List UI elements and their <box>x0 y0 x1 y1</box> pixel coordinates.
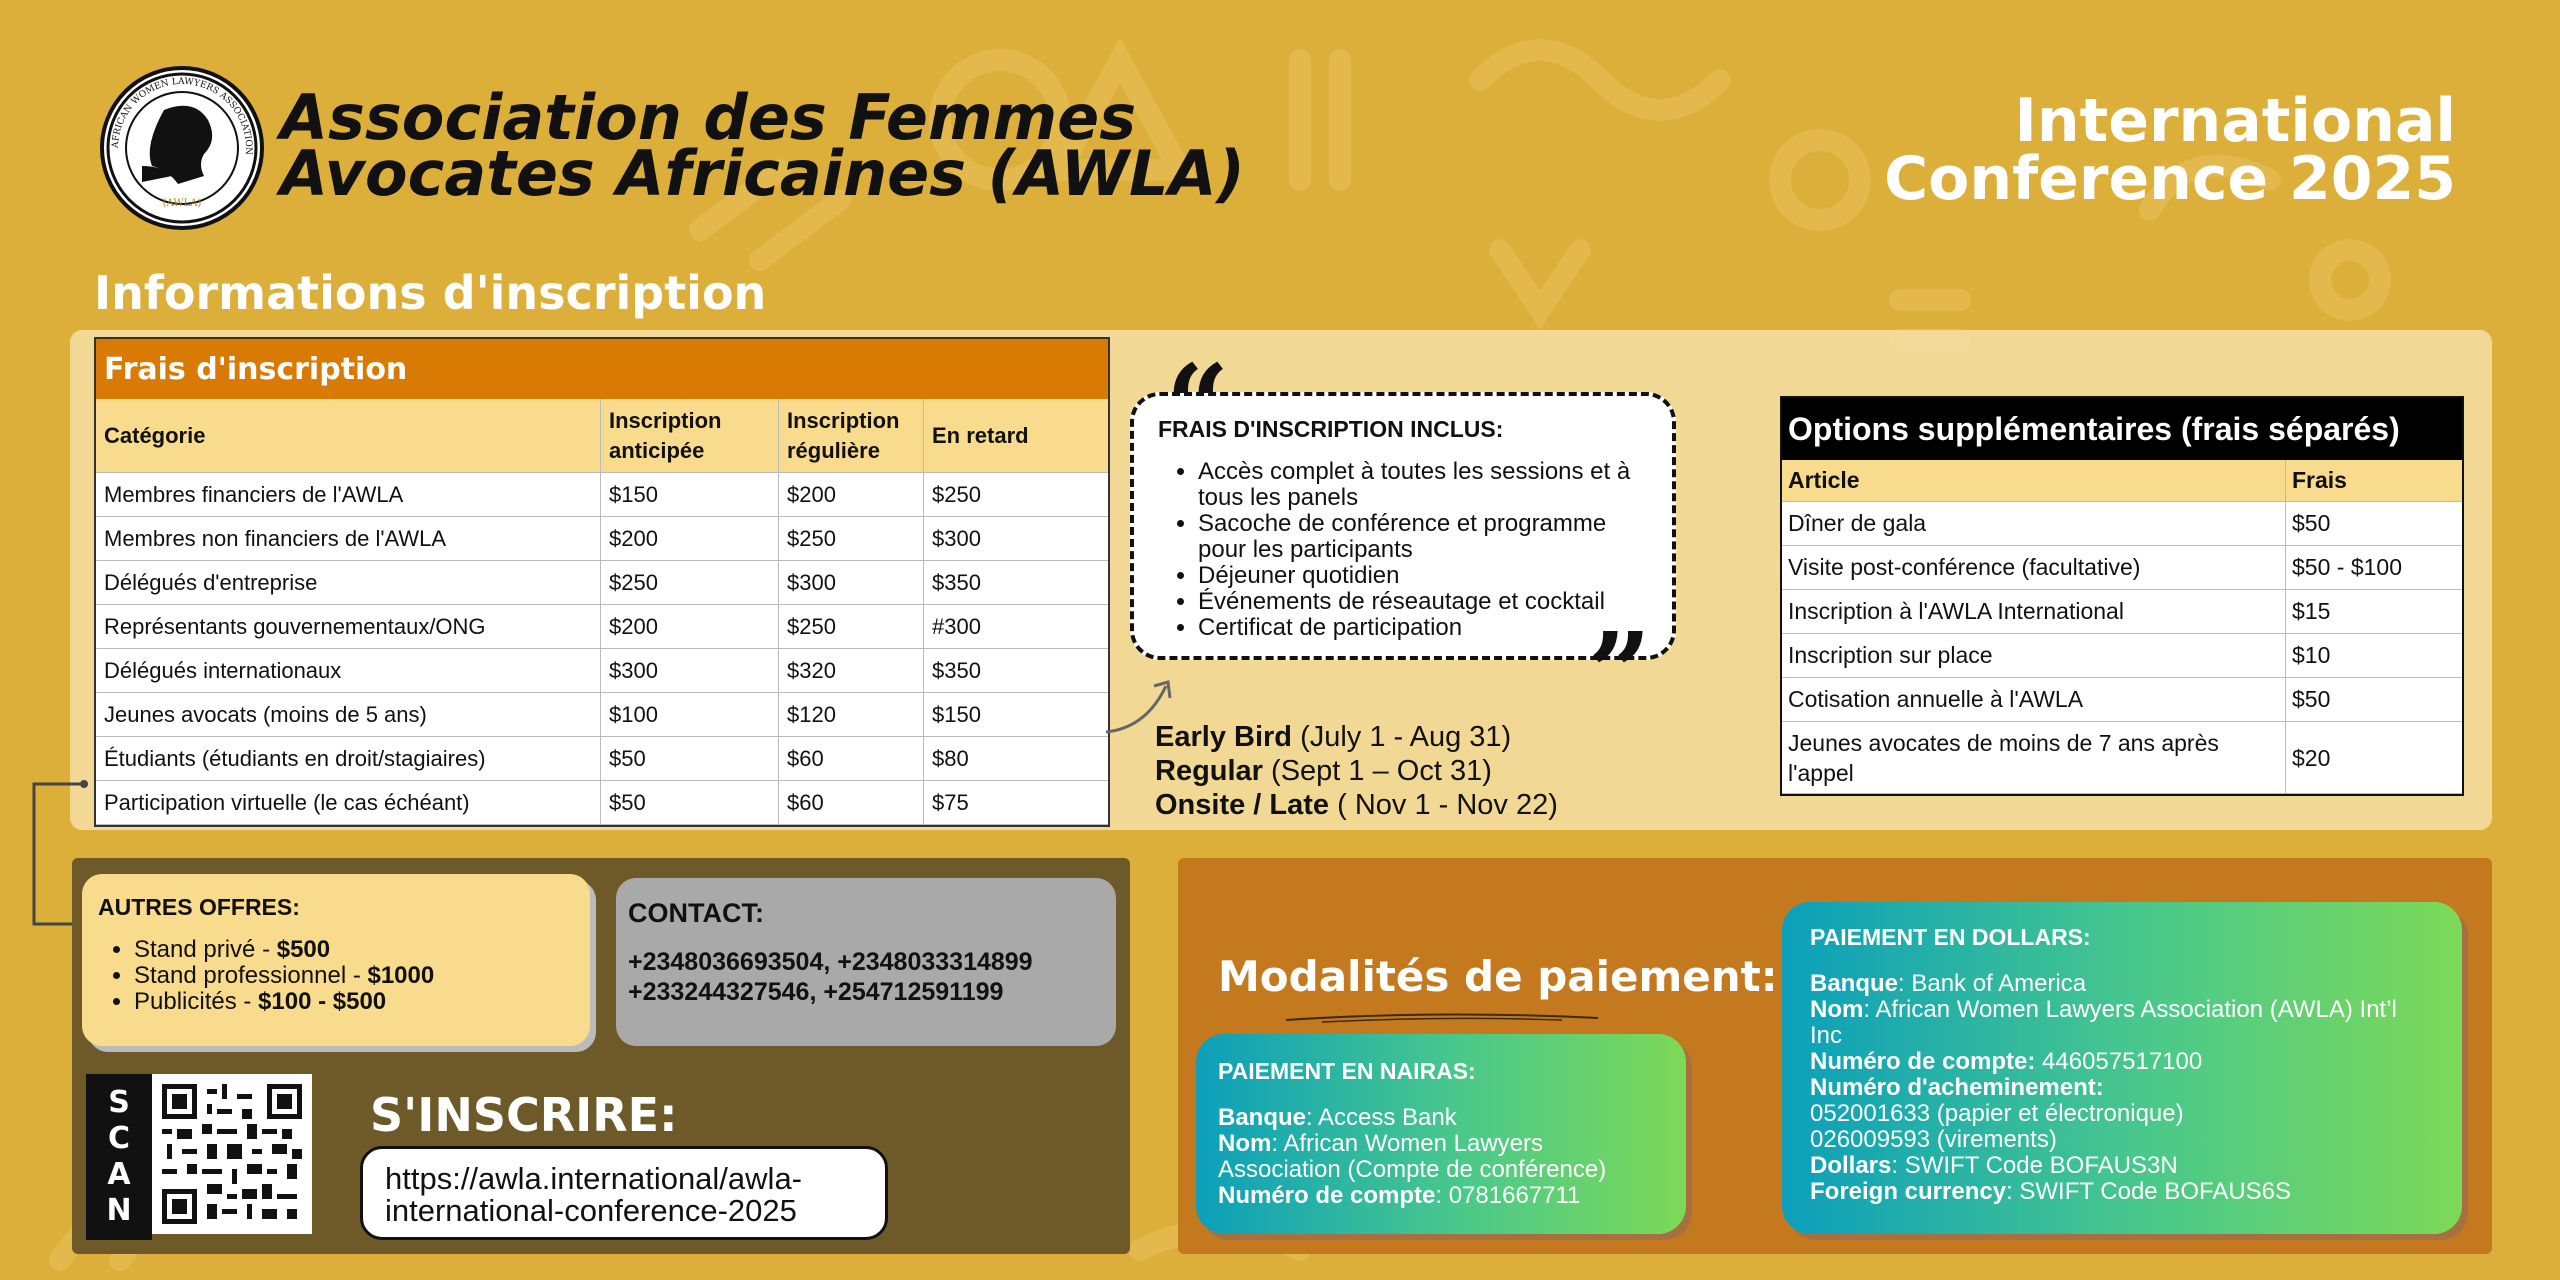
list-item: • Déjeuner quotidien <box>1198 563 1658 589</box>
section-title: Informations d'inscription <box>94 266 767 320</box>
fees-row-price: $350 <box>924 649 1108 693</box>
field-value: : African Women Lawyers Association (Compte de conférence) <box>1218 1130 1607 1183</box>
field-value: : Access Bank <box>1306 1104 1457 1131</box>
fees-col-header: En retard <box>924 399 1108 473</box>
list-item: • Sacoche de conférence et programme pour les participants <box>1198 511 1658 563</box>
fees-row-price: $200 <box>601 605 779 649</box>
qr-code-icon <box>162 1084 302 1224</box>
date-label: Regular <box>1155 755 1263 787</box>
fees-row-price: $350 <box>924 561 1108 605</box>
scan-letter: S <box>108 1085 130 1120</box>
fees-col-header: Inscription anticipée <box>601 399 779 473</box>
fees-row-price: $300 <box>779 561 924 605</box>
register-url-line1: https://awla.international/awla- <box>385 1161 803 1196</box>
contact-phone-line2: +233244327546, +254712591199 <box>628 978 1004 1006</box>
field-key: Dollars <box>1810 1152 1892 1179</box>
date-regular <box>1155 754 1558 788</box>
fees-row-price: $250 <box>779 517 924 561</box>
payment-title: Modalités de paiement: <box>1218 952 1778 1001</box>
naira-account <box>1218 1183 1664 1209</box>
option-row-article: Jeunes avocates de moins de 7 ans après l'appel <box>1782 722 2286 794</box>
fees-row-price: $80 <box>924 737 1108 781</box>
included-list <box>1158 459 1658 641</box>
fees-row-price: $200 <box>601 517 779 561</box>
fees-row-price: $60 <box>779 781 924 825</box>
fees-row-price: $100 <box>601 693 779 737</box>
fees-col-header: Catégorie <box>96 399 601 473</box>
options-table-title: Options supplémentaires (frais séparés) <box>1782 398 2462 460</box>
fees-row-price: $60 <box>779 737 924 781</box>
fees-row-category: Étudiants (étudiants en droit/stagiaires) <box>96 737 601 781</box>
fees-row-category: Jeunes avocats (moins de 5 ans) <box>96 693 601 737</box>
conference-line2: Conference 2025 <box>1884 144 2456 214</box>
fees-row-price: $50 <box>601 781 779 825</box>
option-row-fee: $50 <box>2286 502 2462 546</box>
register-title: S'INSCRIRE: <box>370 1088 678 1142</box>
naira-payment-card <box>1196 1034 1686 1234</box>
quote-open-icon: “ <box>1166 340 1230 469</box>
fees-row-price: #300 <box>924 605 1108 649</box>
org-title-line2: Avocates Africaines (AWLA) <box>280 137 1245 210</box>
scan-letter: C <box>107 1121 131 1156</box>
included-title: FRAIS D'INSCRIPTION INCLUS: <box>1158 416 1504 442</box>
other-offers-card <box>82 874 590 1046</box>
fees-row-price: $200 <box>779 473 924 517</box>
field-value: : SWIFT Code BOFAUS6S <box>2006 1178 2292 1205</box>
fees-row-price: $300 <box>924 517 1108 561</box>
dollar-payment-card <box>1782 902 2462 1234</box>
field-key: Foreign currency <box>1810 1178 2007 1205</box>
fees-row-category: Membres non financiers de l'AWLA <box>96 517 601 561</box>
field-key: Banque <box>1810 970 1899 997</box>
list-item: • Accès complet à toutes les sessions et à tous les panels <box>1198 459 1658 511</box>
dollar-line <box>1810 997 2434 1049</box>
dollar-line <box>1810 1153 2434 1179</box>
offers-list <box>98 937 574 1015</box>
scan-letter: A <box>107 1157 131 1192</box>
fees-row-price: $50 <box>601 737 779 781</box>
fees-row-price: $75 <box>924 781 1108 825</box>
options-col-header: Article <box>1782 460 2286 502</box>
fees-row-price: $250 <box>779 605 924 649</box>
options-table <box>1780 396 2464 796</box>
dollar-line <box>1810 1049 2434 1075</box>
fees-row-price: $250 <box>601 561 779 605</box>
date-label: Onsite / Late <box>1155 789 1330 821</box>
naira-name <box>1218 1131 1664 1183</box>
offer-label: Stand professionnel - <box>134 962 368 989</box>
field-value: : Bank of America <box>1898 970 2087 997</box>
option-row-article: Visite post-conférence (facultative) <box>1782 546 2286 590</box>
option-row-article: Cotisation annuelle à l'AWLA <box>1782 678 2286 722</box>
fees-row-category: Participation virtuelle (le cas échéant) <box>96 781 601 825</box>
field-key: Nom <box>1810 996 1864 1023</box>
dollar-title: PAIEMENT EN DOLLARS: <box>1810 924 2091 950</box>
field-key: Nom <box>1218 1130 1272 1157</box>
option-row-fee: $20 <box>2286 722 2462 794</box>
offer-price: $1000 <box>367 962 435 989</box>
list-item <box>134 937 574 963</box>
registration-dates <box>1155 720 1558 822</box>
option-row-fee: $50 - $100 <box>2286 546 2462 590</box>
date-label: Early Bird <box>1155 721 1292 753</box>
scan-letter: N <box>106 1193 132 1228</box>
field-key: Banque <box>1218 1104 1307 1131</box>
dollar-line <box>1810 1127 2434 1153</box>
fees-row-price: $250 <box>924 473 1108 517</box>
field-value: : SWIFT Code BOFAUS3N <box>1891 1152 2178 1179</box>
qr-code[interactable] <box>152 1074 312 1234</box>
fees-row-price: $150 <box>924 693 1108 737</box>
dollar-lines <box>1810 971 2434 1205</box>
fees-col-header: Inscription régulière <box>779 399 924 473</box>
option-row-article: Inscription sur place <box>1782 634 2286 678</box>
logo-emblem-icon <box>104 70 260 226</box>
fees-row-category: Délégués internationaux <box>96 649 601 693</box>
field-value: : African Women Lawyers Association (AWLA) Int’l Inc <box>1810 996 2397 1049</box>
offer-price: $100 - $500 <box>258 988 387 1015</box>
offer-label: Publicités - <box>134 988 259 1015</box>
date-range: ( Nov 1 - Nov 22) <box>1337 789 1558 821</box>
date-early-bird <box>1155 720 1558 754</box>
naira-title: PAIEMENT EN NAIRAS: <box>1218 1058 1476 1084</box>
quote-close-icon: ” <box>1588 608 1652 737</box>
offers-title: AUTRES OFFRES: <box>98 894 300 920</box>
option-row-fee: $50 <box>2286 678 2462 722</box>
logo-bottom-text: (AWLA) <box>162 198 202 209</box>
field-value: 446057517100 <box>2035 1048 2203 1075</box>
option-row-fee: $15 <box>2286 590 2462 634</box>
field-key: Numéro de compte: <box>1810 1048 2036 1075</box>
field-key: Numéro de compte <box>1218 1182 1436 1209</box>
fees-row-category: Représentants gouvernementaux/ONG <box>96 605 601 649</box>
dollar-line <box>1810 1179 2434 1205</box>
list-item: • Événements de réseautage et cocktail <box>1198 589 1658 615</box>
options-col-header: Frais <box>2286 460 2462 502</box>
org-title-line1: Association des Femmes <box>280 81 1137 154</box>
contact-phone-line1: +2348036693504, +2348033314899 <box>628 948 1033 976</box>
fees-grid <box>96 399 1108 825</box>
fees-row-category: Délégués d'entreprise <box>96 561 601 605</box>
underline-decoration-icon <box>1282 1010 1602 1024</box>
naira-bank <box>1218 1105 1664 1131</box>
organization-title <box>280 81 1245 210</box>
list-item <box>134 989 574 1015</box>
awla-logo <box>100 66 264 230</box>
register-url-line2: international-conference-2025 <box>385 1193 797 1228</box>
date-onsite <box>1155 788 1558 822</box>
fees-row-price: $320 <box>779 649 924 693</box>
offer-label: Stand privé - <box>134 936 277 963</box>
date-range: (July 1 - Aug 31) <box>1300 721 1512 753</box>
conference-line1: International <box>2014 86 2456 156</box>
register-link[interactable] <box>360 1146 888 1240</box>
list-item: • Certificat de participation <box>1198 615 1658 641</box>
fees-row-price: $150 <box>601 473 779 517</box>
options-grid <box>1782 460 2462 794</box>
contact-title: CONTACT: <box>628 898 764 928</box>
field-value: 052001633 (papier et électronique) <box>1810 1100 2184 1127</box>
fees-row-price: $120 <box>779 693 924 737</box>
dollar-line <box>1810 1101 2434 1127</box>
list-item <box>134 963 574 989</box>
scan-label <box>86 1074 152 1240</box>
fees-table <box>94 337 1110 827</box>
offer-price: $500 <box>276 936 331 963</box>
date-range: (Sept 1 – Oct 31) <box>1271 755 1492 787</box>
field-value: 026009593 (virements) <box>1810 1126 2057 1153</box>
logo-ring-text: AFRICAN WOMEN LAWYERS ASSOCIATION <box>110 76 254 156</box>
field-value: : 0781667711 <box>1435 1182 1581 1209</box>
dollar-line <box>1810 971 2434 997</box>
contact-card <box>616 878 1116 1046</box>
option-row-article: Inscription à l'AWLA International <box>1782 590 2286 634</box>
fees-row-category: Membres financiers de l'AWLA <box>96 473 601 517</box>
conference-title <box>1884 86 2456 214</box>
dollar-line <box>1810 1075 2434 1101</box>
fees-table-title: Frais d'inscription <box>96 339 1108 399</box>
option-row-article: Dîner de gala <box>1782 502 2286 546</box>
fees-row-price: $300 <box>601 649 779 693</box>
field-key: Numéro d'acheminement: <box>1810 1074 2104 1101</box>
option-row-fee: $10 <box>2286 634 2462 678</box>
